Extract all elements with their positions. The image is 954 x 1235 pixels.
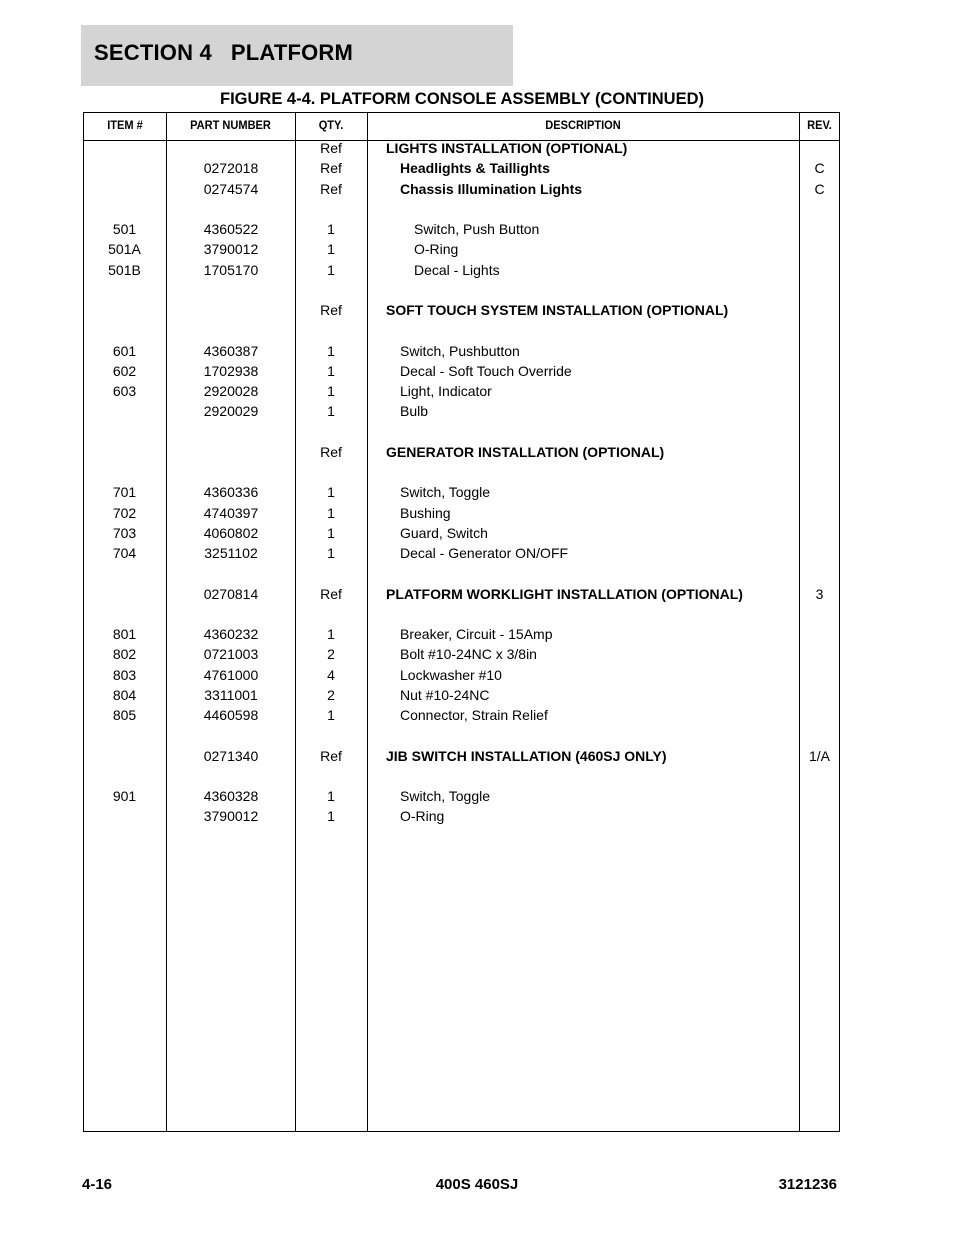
table-row [83, 381, 840, 401]
table-spacer-row [83, 280, 840, 300]
item-cell: 801 [112, 626, 137, 642]
table-row [83, 806, 840, 826]
qty-cell: 1 [327, 524, 335, 541]
table-spacer-row [83, 604, 840, 624]
item-cell: 601 [112, 342, 137, 359]
document-number: 3121236 [778, 1176, 837, 1193]
qty-cell: Ref [320, 160, 342, 177]
section-title: SECTION 4 PLATFORM [94, 40, 354, 65]
item-cell: 803 [112, 666, 137, 683]
part-number-cell: 3790012 [203, 241, 259, 258]
qty-cell: 2 [327, 646, 335, 663]
item-cell: 805 [112, 707, 137, 723]
page-number: 4-16 [82, 1176, 113, 1193]
description-cell: Chassis Illumination Lights [400, 180, 583, 197]
qty-cell: 1 [327, 383, 335, 399]
description-cell: Bulb [400, 403, 429, 420]
rev-cell: 1/A [808, 747, 830, 764]
qty-cell: Ref [320, 747, 342, 764]
item-cell: 704 [112, 545, 137, 561]
header-part-number: PART NUMBER [190, 118, 271, 132]
description-cell: O-Ring [400, 808, 445, 825]
header-item: ITEM # [107, 118, 143, 132]
part-number-cell: 4460598 [203, 707, 259, 723]
part-number-cell: 4360522 [203, 221, 259, 237]
qty-cell: Ref [320, 140, 342, 156]
qty-cell: 1 [327, 342, 335, 359]
description-cell: GENERATOR INSTALLATION (OPTIONAL) [386, 443, 665, 460]
part-number-cell: 2920028 [203, 383, 259, 399]
qty-cell: 1 [327, 707, 335, 723]
part-number-cell: 4060802 [203, 524, 259, 541]
part-number-cell: 4360387 [203, 342, 259, 359]
table-row [83, 442, 840, 462]
description-cell: Light, Indicator [400, 383, 492, 399]
item-cell: 602 [112, 362, 137, 379]
description-cell: Switch, Push Button [414, 221, 540, 237]
qty-cell: Ref [320, 180, 342, 197]
table-row [83, 644, 840, 664]
item-cell: 901 [112, 788, 137, 804]
table-row [83, 705, 840, 725]
header-qty: QTY. [318, 118, 344, 132]
qty-cell: 4 [327, 666, 335, 683]
qty-cell: 1 [327, 362, 335, 379]
part-number-cell: 0274574 [203, 180, 259, 197]
qty-cell: 1 [327, 504, 335, 521]
description-cell: JIB SWITCH INSTALLATION (460SJ ONLY) [386, 747, 667, 764]
part-number-cell: 3790012 [203, 808, 259, 825]
description-cell: Nut #10-24NC [400, 686, 490, 703]
qty-cell: Ref [320, 302, 342, 318]
description-cell: Breaker, Circuit - 15Amp [400, 626, 553, 642]
figure-title: FIGURE 4-4. PLATFORM CONSOLE ASSEMBLY (CONTINUED) [219, 90, 705, 108]
description-cell: Switch, Pushbutton [400, 342, 520, 359]
table-spacer-row [83, 462, 840, 482]
description-cell: Lockwasher #10 [400, 666, 502, 683]
model-name: 400S 460SJ [435, 1176, 519, 1193]
section-header [81, 25, 513, 86]
qty-cell: 1 [327, 221, 335, 237]
qty-cell: 1 [327, 808, 335, 825]
table-body [83, 138, 840, 827]
table-row [83, 239, 840, 259]
description-cell: PLATFORM WORKLIGHT INSTALLATION (OPTIONAL) [386, 585, 743, 602]
part-number-cell: 3251102 [204, 545, 258, 561]
description-cell: Switch, Toggle [400, 788, 491, 804]
description-cell: Bolt #10-24NC x 3/8in [400, 646, 537, 663]
table-row [83, 503, 840, 523]
part-number-cell: 2920029 [203, 403, 259, 420]
table-row [83, 786, 840, 806]
item-cell: 703 [112, 524, 137, 541]
qty-cell: 1 [327, 484, 335, 501]
table-row [83, 341, 840, 361]
item-cell: 501A [108, 241, 141, 258]
table-spacer-row [83, 320, 840, 340]
qty-cell: 1 [327, 403, 335, 420]
description-cell: Decal - Soft Touch Override [400, 362, 572, 379]
table-spacer-row [83, 563, 840, 583]
part-number-cell: 4360232 [203, 626, 259, 642]
table-spacer-row [83, 199, 840, 219]
qty-cell: 1 [327, 261, 335, 278]
rev-cell: 3 [815, 585, 824, 602]
header-rev: REV. [807, 118, 832, 132]
table-row [83, 401, 840, 421]
table-spacer-row [83, 725, 840, 745]
item-cell: 701 [112, 484, 137, 501]
table-row [83, 179, 840, 199]
table-row [83, 138, 840, 158]
table-row [83, 523, 840, 543]
item-cell: 802 [112, 646, 137, 663]
item-cell: 804 [112, 686, 137, 703]
item-cell: 501B [108, 261, 141, 278]
qty-cell: Ref [320, 585, 342, 602]
part-number-cell: 4360328 [203, 788, 259, 804]
part-number-cell: 0721003 [203, 646, 259, 663]
qty-cell: 1 [327, 241, 335, 258]
description-cell: Guard, Switch [400, 524, 488, 541]
table-row [83, 260, 840, 280]
qty-cell: 1 [327, 626, 335, 642]
description-cell: O-Ring [414, 241, 459, 258]
part-number-cell: 3311001 [204, 686, 258, 703]
table-row [83, 685, 840, 705]
description-cell: SOFT TOUCH SYSTEM INSTALLATION (OPTIONAL) [386, 302, 729, 318]
item-cell: 501 [112, 221, 137, 237]
header-description: DESCRIPTION [545, 118, 621, 132]
table-row [83, 158, 840, 178]
part-number-cell: 0270814 [203, 585, 259, 602]
qty-cell: 1 [327, 545, 335, 561]
part-number-cell: 0272018 [203, 160, 259, 177]
table-row [83, 746, 840, 766]
qty-cell: 1 [327, 788, 335, 804]
part-number-cell: 1702938 [203, 362, 259, 379]
description-cell: Headlights & Taillights [400, 160, 550, 177]
table-spacer-row [83, 422, 840, 442]
table-row [83, 300, 840, 320]
description-cell: LIGHTS INSTALLATION (OPTIONAL) [386, 140, 628, 156]
description-cell: Switch, Toggle [400, 484, 491, 501]
table-row [83, 482, 840, 502]
table-row [83, 219, 840, 239]
item-cell: 603 [112, 383, 137, 399]
part-number-cell: 4740397 [203, 504, 259, 521]
table-spacer-row [83, 766, 840, 786]
table-row [83, 361, 840, 381]
part-number-cell: 4360336 [203, 484, 259, 501]
table-row [83, 665, 840, 685]
rev-cell: C [814, 160, 825, 177]
table-row [83, 584, 840, 604]
table-row [83, 543, 840, 563]
description-cell: Decal - Generator ON/OFF [400, 545, 569, 561]
description-cell: Decal - Lights [414, 261, 500, 278]
part-number-cell: 0271340 [203, 747, 259, 764]
rev-cell: C [814, 180, 825, 197]
table-row [83, 624, 840, 644]
part-number-cell: 1705170 [203, 261, 259, 278]
description-cell: Bushing [400, 504, 451, 521]
qty-cell: 2 [327, 686, 335, 703]
part-number-cell: 4761000 [203, 666, 259, 683]
item-cell: 702 [112, 504, 137, 521]
description-cell: Connector, Strain Relief [400, 707, 548, 723]
qty-cell: Ref [320, 443, 342, 460]
